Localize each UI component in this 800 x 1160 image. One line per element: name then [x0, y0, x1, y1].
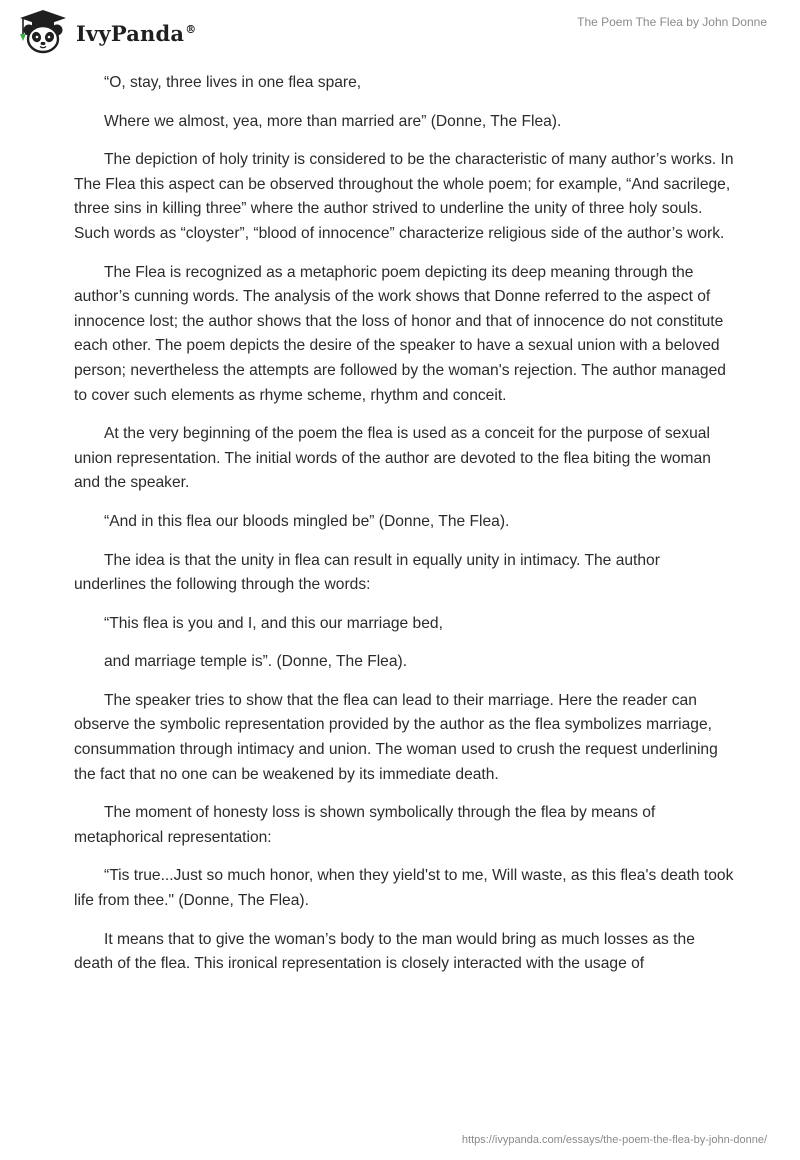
quote-line: “And in this flea our bloods mingled be” (Donne, The Flea).	[104, 512, 510, 530]
paragraph: The speaker tries to show that the flea can lead to their marriage. Here the reader can observe the symbolic representation provided by the author as the flea symbolizes marriage, consummation through intimacy and union. The woman used to crush the request underlining the fact that no one can be weakened by its immediate death.	[74, 691, 718, 783]
quote-line: “This flea is you and I, and this our marriage bed,	[104, 614, 443, 632]
quote-line: and marriage temple is”. (Donne, The Flea).	[104, 653, 408, 671]
paragraph: It means that to give the woman’s body to the man would bring as much losses as the death of the flea. This ironical representation is closely interacted with the usage of	[74, 930, 695, 973]
quote-line: Where we almost, yea, more than married are” (Donne, The Flea).	[104, 112, 562, 130]
ivypanda-logo[interactable]	[14, 8, 196, 56]
paragraph: The moment of honesty loss is shown symbolically through the flea by means of metaphorical representation:	[74, 804, 656, 846]
paragraph: The depiction of holy trinity is considered to be the characteristic of many author’s works. In The Flea this aspect can be observed throughout the whole poem; for example, “And sacrilege, three sins in killing three” where the author strived to underline the unity of three holy souls. Such words as “cloyster”, “blood of innocence” characterize religious side of the author’s work.	[74, 151, 734, 242]
panda-graduate-icon	[14, 8, 72, 56]
source-url-link[interactable]: https://ivypanda.com/essays/the-poem-the-flea-by-john-donne/	[461, 1134, 767, 1146]
essay-body	[74, 71, 734, 991]
quote-line: “O, stay, three lives in one flea spare,	[104, 74, 362, 91]
quote-line: “Tis true...Just so much honor, when they yield'st to me, Will waste, as this flea's death took life from thee." (Donne, The Flea).	[74, 867, 734, 910]
brand-name: IvyPanda®	[76, 20, 197, 46]
paragraph: At the very beginning of the poem the flea is used as a conceit for the purpose of sexual union representation. The initial words of the author are devoted to the flea biting the woman and the speaker.	[74, 425, 711, 492]
page-header	[0, 0, 800, 60]
paragraph: The idea is that the unity in flea can result in equally unity in intimacy. The author underlines the following through the words:	[74, 551, 660, 594]
paragraph: The Flea is recognized as a metaphoric poem depicting its deep meaning through the author’s cunning words. The analysis of the work shows that Donne referred to the aspect of innocence lost; the author shows that the loss of honor and that of innocence do not constitute each other. The poem depicts the desire of the speaker to have a sexual union with a beloved person; nevertheless the attempts are followed by the woman's rejection. The author managed to cover such elements as rhyme scheme, rhythm and conceit.	[74, 263, 726, 404]
document-title: The Poem The Flea by John Donne	[577, 15, 767, 29]
